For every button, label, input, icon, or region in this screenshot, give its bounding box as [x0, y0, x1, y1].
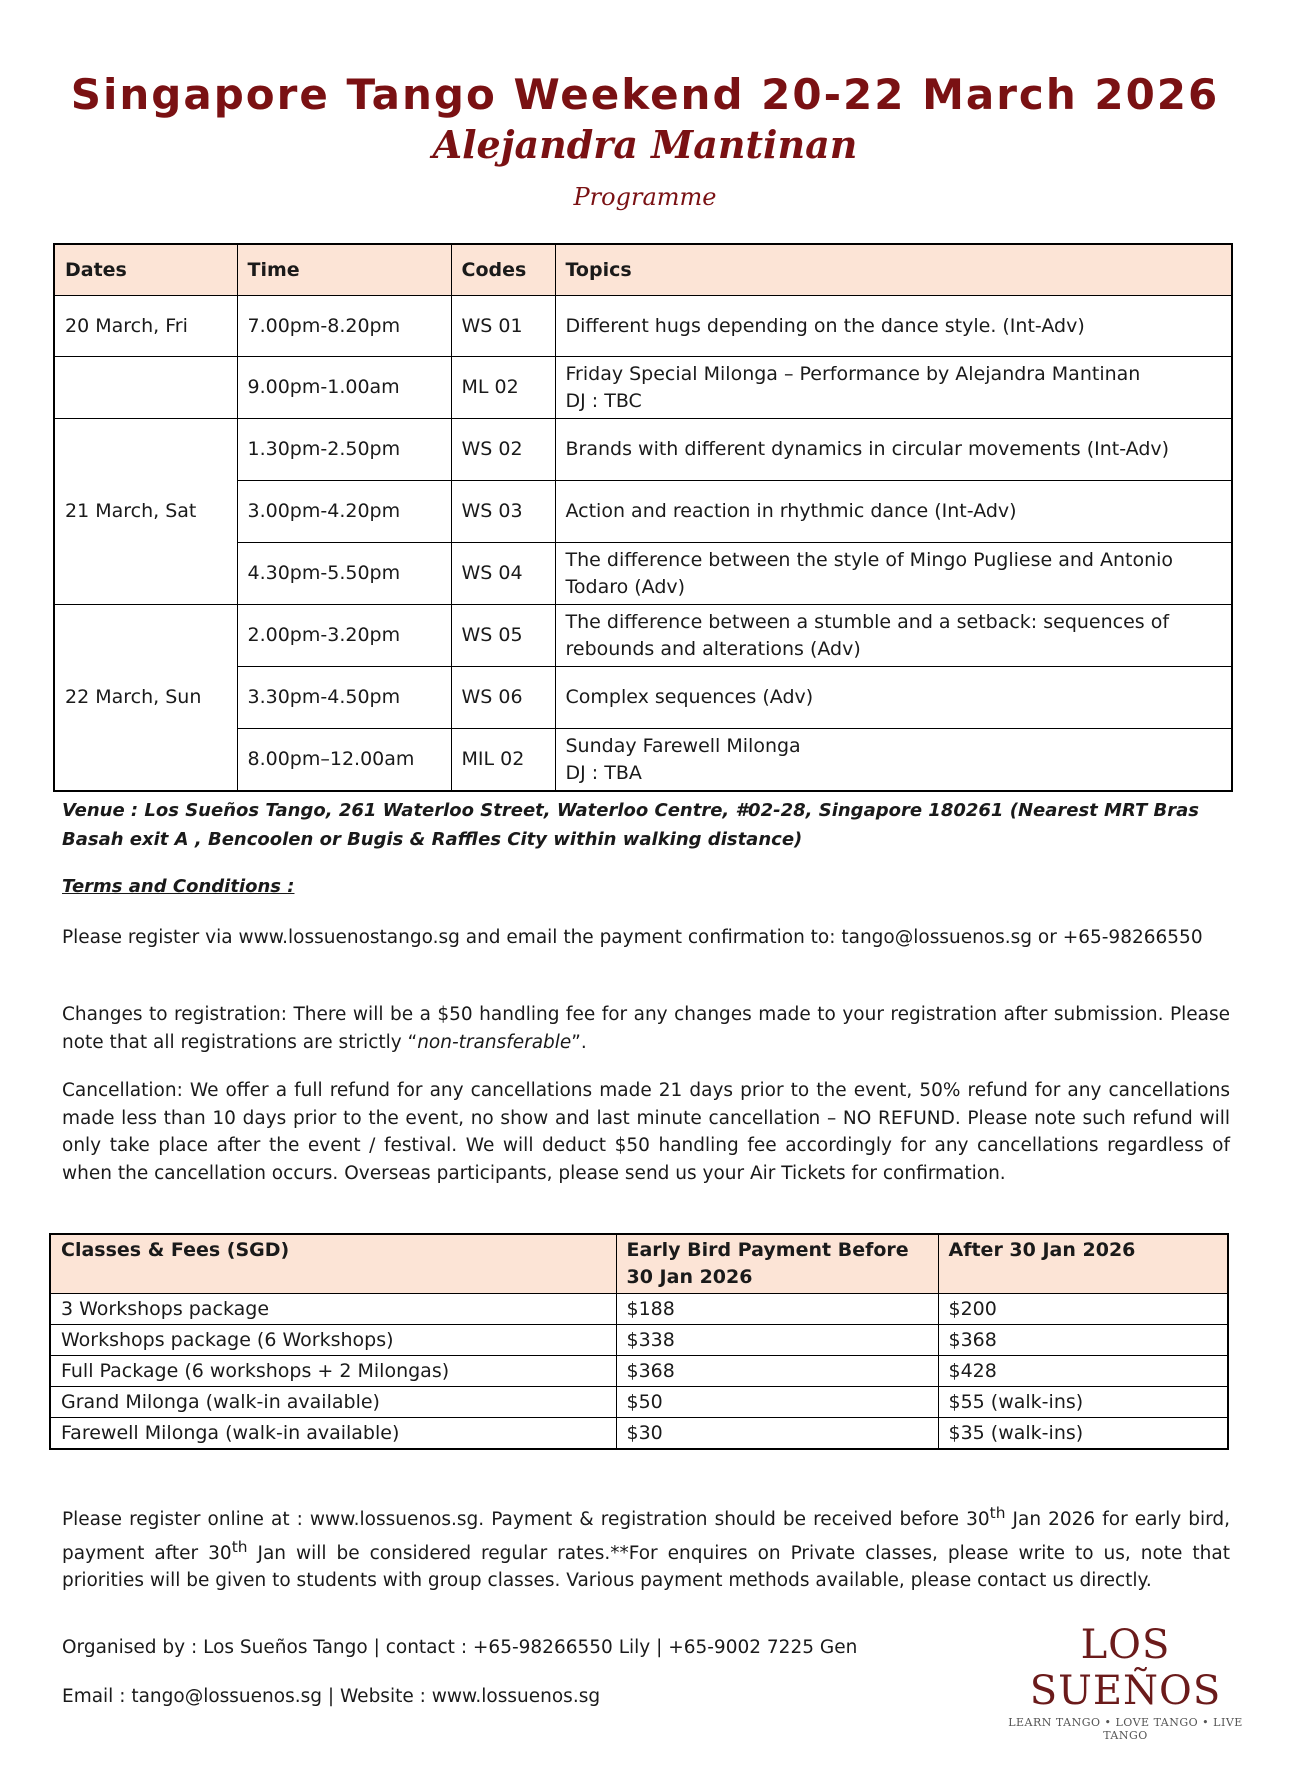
table-row — [50, 1356, 1228, 1387]
time-cell: 7.00pm-8.20pm — [237, 296, 451, 357]
table-row — [54, 296, 1232, 357]
early-price: $368 — [616, 1356, 938, 1387]
changes-paragraph — [62, 1001, 1230, 1056]
package-name: Full Package (6 workshops + 2 Milongas) — [50, 1356, 616, 1387]
early-price: $188 — [616, 1294, 938, 1325]
email-website-line: Email : tango@lossuenos.sg | Website : www.lossuenos.sg — [62, 1686, 601, 1707]
table-row — [50, 1418, 1228, 1450]
changes-end: ”. — [571, 1031, 587, 1053]
code-cell: WS 04 — [451, 543, 555, 605]
venue-text: Venue : Los Sueños Tango, 261 Waterloo Street, Waterloo Centre, #02-28, Singapore 180261 (Nearest MRT Bras Basah exit A , Bencoolen or Bugis & Raffles City within walking distance) — [62, 800, 1200, 850]
programme-label: Programme — [573, 183, 717, 211]
package-name: Workshops package (6 Workshops) — [50, 1325, 616, 1356]
topic-cell: Brands with different dynamics in circular movements (Int-Adv) — [555, 419, 1232, 481]
after-price: $200 — [938, 1294, 1228, 1325]
logo-tagline: LEARN TANGO • LOVE TANGO • LIVE TANGO — [1008, 1716, 1243, 1742]
date-cell: 22 March, Sun — [54, 605, 237, 792]
topic-cell: The difference between the style of Mingo Pugliese and Antonio Todaro (Adv) — [555, 543, 1232, 605]
logo-name: LOS SUEÑOS — [1029, 1622, 1222, 1714]
package-name: 3 Workshops package — [50, 1294, 616, 1325]
after-price: $55 (walk-ins) — [938, 1387, 1228, 1418]
reg-text-b: Jan 2026 for early bird, payment after 30 — [62, 1509, 1231, 1564]
code-cell: WS 06 — [451, 667, 555, 729]
after-price: $35 (walk-ins) — [938, 1418, 1228, 1450]
reg-text-c: Jan will be considered regular rates.**For enquires on Private classes, please write to us, note that priorities will be given to students with group classes. Various payment methods available, please contact us directly. — [62, 1542, 1230, 1592]
cancellation-paragraph: Cancellation: We offer a full refund for any cancellations made 21 days prior to the event, 50% refund for any cancellations made less than 10 days prior to the event, no show and last minute cancellation – NO REFUND. Please note such refund will only take place after the event / festival. We will deduct $50 handling fee accordingly for any cancellations regardless of when the cancellation occurs. Overseas participants, please send us your Air Tickets for confirmation. — [62, 1080, 1230, 1184]
code-cell: WS 03 — [451, 481, 555, 543]
sup-th: th — [231, 1537, 248, 1556]
programme-header-row — [54, 244, 1232, 296]
code-cell: ML 02 — [451, 357, 555, 419]
changes-text: Changes to registration: There will be a $50 handling fee for any changes made to your registration after submission. Please note that all registrations are strictly “ — [62, 1004, 1230, 1053]
non-transferable-text: non-transferable — [417, 1031, 572, 1053]
header-classes-fees: Classes & Fees (SGD) — [50, 1234, 616, 1294]
instructor-name: Alejandra Mantinan — [432, 122, 858, 167]
header-topics: Topics — [555, 244, 1232, 296]
after-price: $428 — [938, 1356, 1228, 1387]
code-cell: WS 01 — [451, 296, 555, 357]
after-price: $368 — [938, 1325, 1228, 1356]
date-cell: 21 March, Sat — [54, 419, 237, 605]
header-early-bird: Early Bird Payment Before 30 Jan 2026 — [616, 1234, 938, 1294]
time-cell: 3.00pm-4.20pm — [237, 481, 451, 543]
date-cell — [54, 357, 237, 419]
time-cell: 4.30pm-5.50pm — [237, 543, 451, 605]
code-cell: MIL 02 — [451, 729, 555, 792]
online-registration-paragraph — [62, 1500, 1230, 1595]
dj-line: DJ : TBA — [565, 761, 642, 784]
package-name: Farewell Milonga (walk-in available) — [50, 1418, 616, 1450]
early-price: $338 — [616, 1325, 938, 1356]
sup-th: th — [989, 1504, 1006, 1522]
header-codes: Codes — [451, 244, 555, 296]
dj-line: DJ : TBC — [565, 389, 642, 412]
header-after: After 30 Jan 2026 — [938, 1234, 1228, 1294]
terms-heading: Terms and Conditions : — [62, 876, 295, 897]
topic-cell: The difference between a stumble and a setback: sequences of rebounds and alterations (Adv) — [555, 605, 1232, 667]
topic-cell: Complex sequences (Adv) — [555, 667, 1232, 729]
page-title: Singapore Tango Weekend 20-22 March 2026 — [70, 70, 1220, 119]
reg-text-a: Please register online at : www.lossuenos.sg. Payment & registration should be received before 30 — [62, 1509, 990, 1531]
table-row — [50, 1325, 1228, 1356]
topic-cell: Different hugs depending on the dance style. (Int-Adv) — [555, 296, 1232, 357]
organiser-line: Organised by : Los Sueños Tango | contact : +65-98266550 Lily | +65-9002 7225 Gen — [62, 1637, 858, 1658]
code-cell: WS 05 — [451, 605, 555, 667]
topic-cell — [555, 357, 1232, 419]
topic-line: Friday Special Milonga – Performance by Alejandra Mantinan — [565, 362, 1141, 385]
fees-table — [49, 1233, 1229, 1450]
time-cell: 9.00pm-1.00am — [237, 357, 451, 419]
package-name: Grand Milonga (walk-in available) — [50, 1387, 616, 1418]
fees-header-row — [50, 1234, 1228, 1294]
table-row — [54, 419, 1232, 481]
register-paragraph: Please register via www.lossuenostango.sg and email the payment confirmation to: tango@lossuenos.sg or +65-98266550 — [62, 927, 1203, 948]
time-cell: 3.30pm-4.50pm — [237, 667, 451, 729]
time-cell: 1.30pm-2.50pm — [237, 419, 451, 481]
date-cell: 20 March, Fri — [54, 296, 237, 357]
early-price: $50 — [616, 1387, 938, 1418]
code-cell: WS 02 — [451, 419, 555, 481]
topic-cell — [555, 729, 1232, 792]
table-row — [54, 605, 1232, 667]
programme-table — [53, 243, 1233, 792]
los-suenos-logo — [998, 1622, 1253, 1742]
early-price: $30 — [616, 1418, 938, 1450]
header-dates: Dates — [54, 244, 237, 296]
topic-cell: Action and reaction in rhythmic dance (Int-Adv) — [555, 481, 1232, 543]
table-row — [50, 1294, 1228, 1325]
table-row — [50, 1387, 1228, 1418]
table-row — [54, 357, 1232, 419]
header-time: Time — [237, 244, 451, 296]
time-cell: 2.00pm-3.20pm — [237, 605, 451, 667]
time-cell: 8.00pm–12.00am — [237, 729, 451, 792]
topic-line: Sunday Farewell Milonga — [565, 734, 801, 757]
